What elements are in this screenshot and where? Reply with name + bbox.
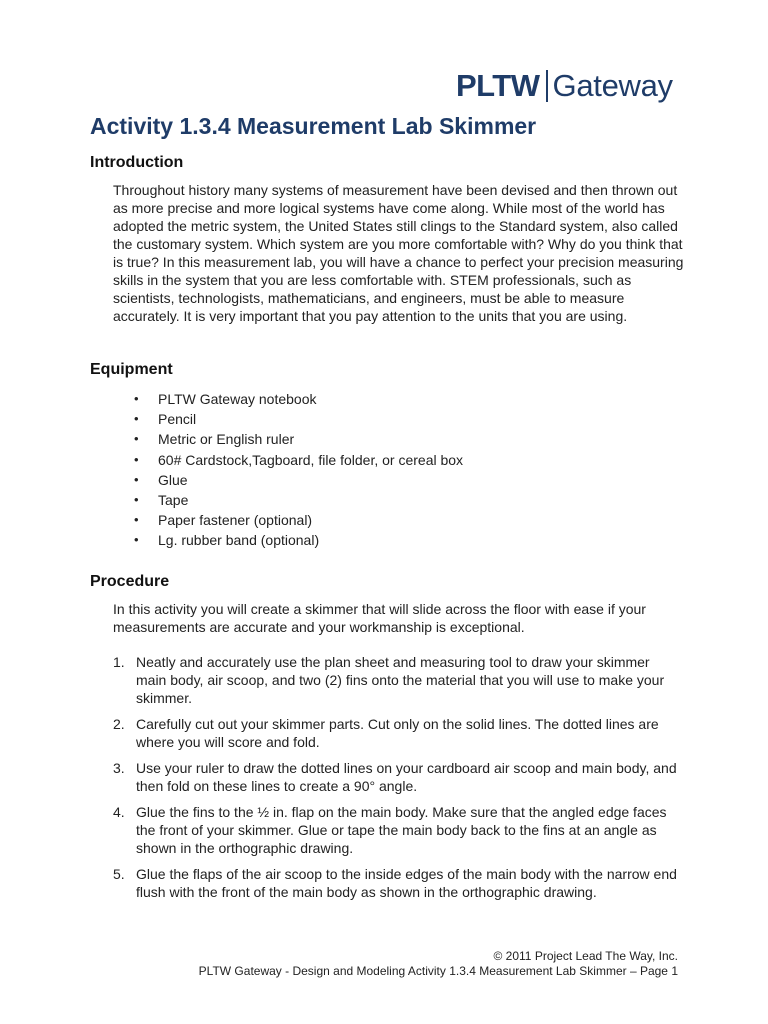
equipment-item: • Tape (134, 490, 463, 510)
procedure-step (113, 759, 688, 795)
procedure-steps (113, 653, 688, 909)
equipment-item: • Pencil (134, 409, 463, 429)
step-text: Use your ruler to draw the dotted lines on your cardboard air scoop and main body, and then fold on these lines to create a 90° angle. (136, 760, 677, 794)
step-text: Neatly and accurately use the plan sheet and measuring tool to draw your skimmer main body, air scoop, and two (2) fins onto the material that you will use to make your skimmer. (136, 654, 665, 706)
procedure-step (113, 803, 688, 857)
procedure-heading: Procedure (90, 573, 170, 590)
procedure-step (113, 653, 688, 707)
procedure-step (113, 865, 688, 901)
step-text: Glue the flaps of the air scoop to the inside edges of the main body with the narrow end flush with the front of the main body as shown in the orthographic drawing. (136, 866, 677, 900)
logo-divider (546, 70, 548, 102)
equipment-item: • Lg. rubber band (optional) (134, 530, 463, 550)
step-text: Carefully cut out your skimmer parts. Cut only on the solid lines. The dotted lines are where you will score and fold. (136, 716, 659, 750)
introduction-text: Throughout history many systems of measurement have been devised and then thrown out as more precise and more logical systems have come along. While most of the world has adopted the metric system, the United States still clings to the Standard system, also called the customary system. Which system are you more comfortable with? Why do you think that is true? In this measurement lab, you will have a chance to perfect your precision measuring skills in the system that you are less comfortable with. STEM professionals, such as scientists, technologists, mathematicians, and engineers, must be able to measure accurately. It is very important that you pay attention to the units that you are using. (113, 182, 684, 324)
step-number: 1. (113, 654, 125, 670)
equipment-list (134, 389, 463, 551)
step-number: 3. (113, 760, 125, 776)
procedure-step (113, 715, 688, 751)
step-text: Glue the fins to the ½ in. flap on the main body. Make sure that the angled edge faces the front of your skimmer. Glue or tape the main body back to the fins at an angle as shown in the orthographic drawing. (136, 804, 667, 856)
logo-product: Gateway (552, 68, 673, 103)
step-number: 5. (113, 866, 125, 882)
introduction-heading: Introduction (90, 154, 184, 171)
procedure-intro: In this activity you will create a skimmer that will slide across the floor with ease if your measurements are accurate and your workmanship is exceptional. (113, 601, 646, 635)
step-number: 4. (113, 804, 125, 820)
equipment-item: • 60# Cardstock,Tagboard, file folder, or cereal box (134, 450, 463, 470)
equipment-heading: Equipment (90, 361, 173, 378)
page-title: Activity 1.3.4 Measurement Lab Skimmer (90, 113, 537, 139)
equipment-item: • PLTW Gateway notebook (134, 389, 463, 409)
equipment-item: • Paper fastener (optional) (134, 510, 463, 530)
equipment-item: • Glue (134, 470, 463, 490)
footer-page-line: PLTW Gateway - Design and Modeling Activity 1.3.4 Measurement Lab Skimmer – Page 1 (198, 964, 678, 978)
equipment-item: • Metric or English ruler (134, 429, 463, 449)
logo-brand: PLTW (456, 68, 540, 103)
footer-copyright: © 2011 Project Lead The Way, Inc. (493, 949, 678, 963)
pltw-gateway-logo (456, 66, 673, 106)
step-number: 2. (113, 716, 125, 732)
